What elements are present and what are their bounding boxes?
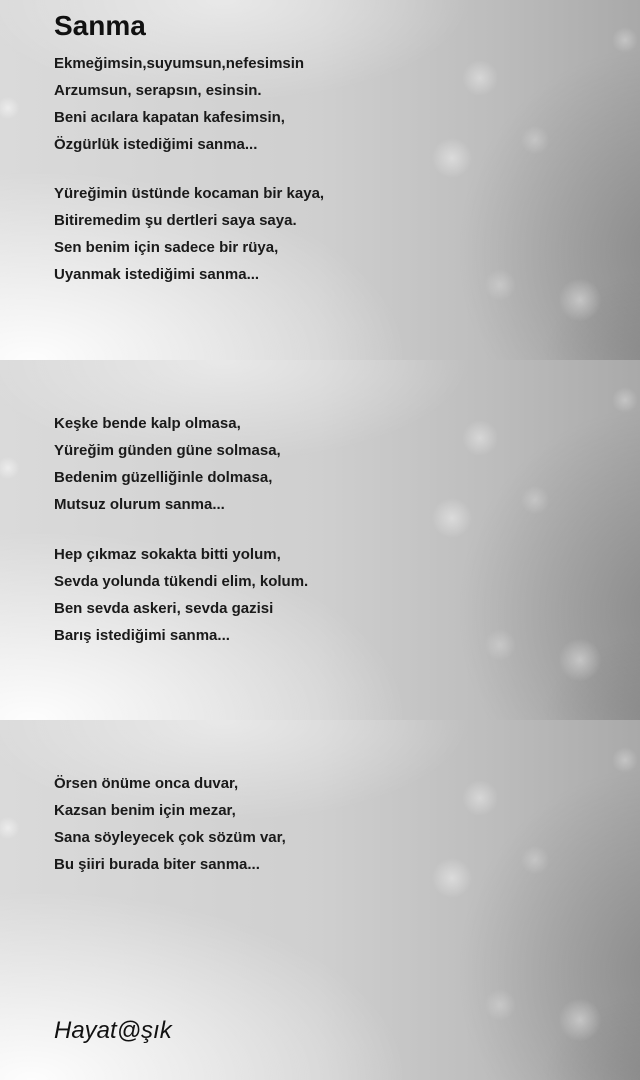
poem-line: Kazsan benim için mezar, [54,802,236,819]
poem-line: Barış istediğimi sanma... [54,627,230,644]
poem-line: Örsen önüme onca duvar, [54,775,239,792]
poem-title: Sanma [54,10,146,41]
author-signature: Hayat@şık [54,1017,172,1044]
poem-line: Özgürlük istediğimi sanma... [54,136,258,153]
poem-line: Sana söyleyecek çok sözüm var, [54,829,286,846]
poem-line: Yüreğimin üstünde kocaman bir kaya, [54,185,325,202]
stanza-1 [54,50,304,158]
stanza-4 [54,541,308,649]
poem-line: Yüreğim günden güne solmasa, [54,442,281,459]
poem-line: Sevda yolunda tükendi elim, kolum. [54,573,309,590]
poem-line: Keşke bende kalp olmasa, [54,415,241,432]
poem-line: Sen benim için sadece bir rüya, [54,239,279,256]
poem-line: Bedenim güzelliğinle dolmasa, [54,469,273,486]
poem-line: Beni acılara kapatan kafesimsin, [54,109,285,126]
stanza-3 [54,410,281,518]
stanza-5 [54,770,286,878]
poem-line: Bitiremedim şu dertleri saya saya. [54,212,297,229]
poem-line: Ben sevda askeri, sevda gazisi [54,600,274,617]
poem-line: Hep çıkmaz sokakta bitti yolum, [54,546,281,563]
poem-line: Ekmeğimsin,suyumsun,nefesimsin [54,55,305,72]
poem-line: Uyanmak istediğimi sanma... [54,266,260,283]
stanza-2 [54,180,324,288]
poem-line: Arzumsun, serapsın, esinsin. [54,82,262,99]
poem-line: Bu şiiri burada biter sanma... [54,856,260,873]
poem-line: Mutsuz olurum sanma... [54,496,225,513]
